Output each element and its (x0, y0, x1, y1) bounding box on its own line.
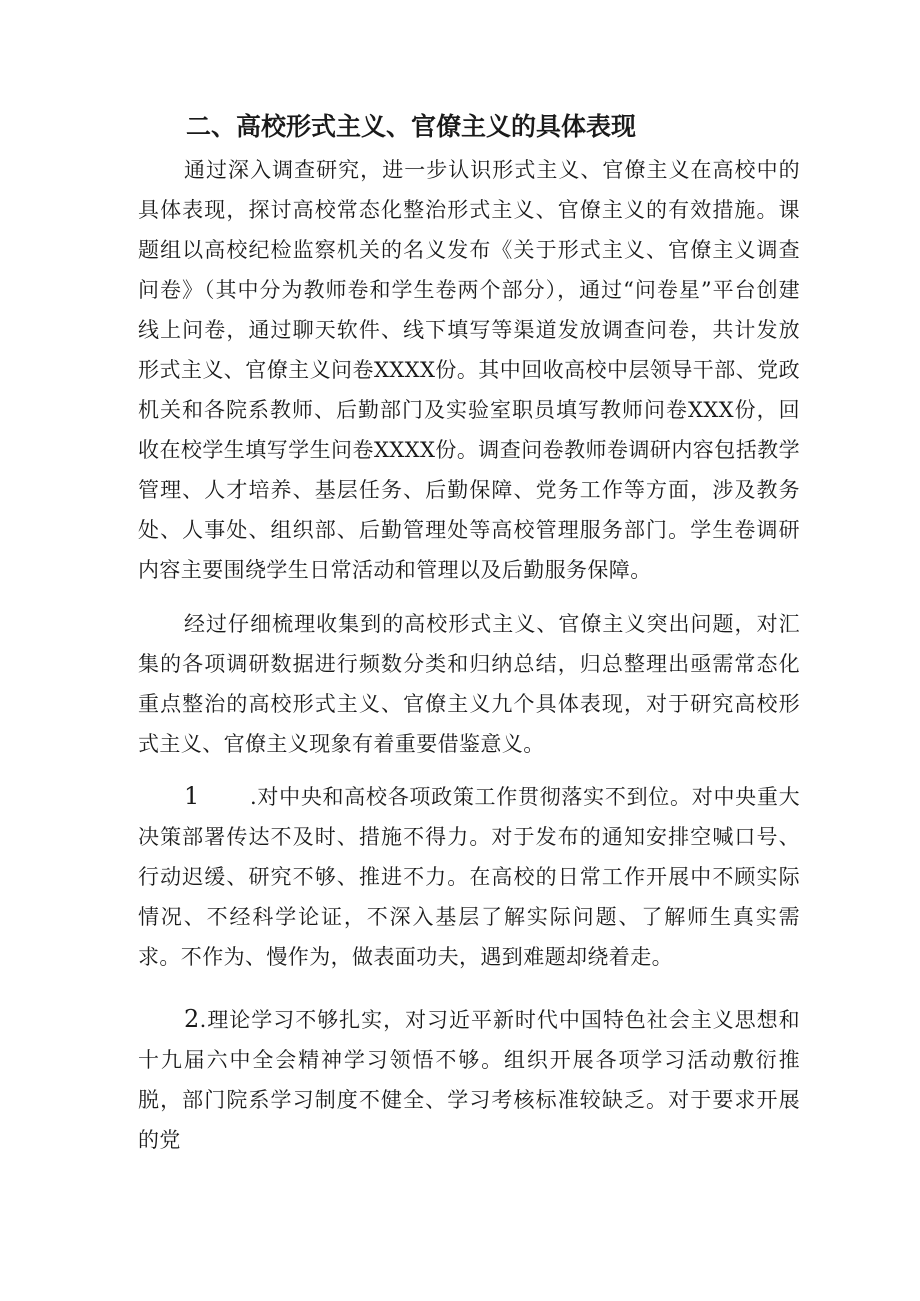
list-item-number: 2 (184, 1005, 200, 1033)
list-item-1 (138, 776, 800, 977)
paragraph-summary: 经过仔细梳理收集到的高校形式主义、官僚主义突出问题，对汇集的各项调研数据进行频数分类和归纳总结，归总整理出亟需常态化重点整治的高校形式主义、官僚主义九个具体表现，对于研究高校形式主义、官僚主义现象有着重要借鉴意义。 (138, 612, 800, 756)
list-item-text: .对中央和高校各项政策工作贯彻落实不到位。对中央重大决策部署传达不及时、措施不得力。对于发布的通知安排空喊口号、行动迟缓、研究不够、推进不力。在高校的日常工作开展中不顾实际情况、不经科学论证，不深入基层了解实际问题、了解师生真实需求。不作为、慢作为，做表面功夫，遇到难题却绕着走。 (138, 785, 800, 969)
section-heading: 二、高校形式主义、官僚主义的具体表现 (186, 112, 637, 141)
paragraph-survey-method: 通过深入调查研究，进一步认识形式主义、官僚主义在高校中的具体表现，探讨高校常态化整治形式主义、官僚主义的有效措施。课题组以高校纪检监察机关的名义发布《关于形式主义、官僚主义调查问卷》（其中分为教师卷和学生卷两个部分），通过“问卷星”平台创建线上问卷，通过聊天软件、线下填写等渠道发放调查问卷，共计发放形式主义、官僚主义问卷XXXX份。其中回收高校中层领导干部、党政机关和各院系教师、后勤部门及实验室职员填写教师问卷XXX份，回收在校学生填写学生问卷XXXX份。调查问卷教师卷调研内容包括教学管理、人才培养、基层任务、后勤保障、党务工作等方面，涉及教务处、人事处、组织部、后勤管理处等高校管理服务部门。学生卷调研内容主要围绕学生日常活动和管理以及后勤服务保障。 (138, 158, 800, 582)
list-item-2 (138, 999, 800, 1160)
list-item-text: .理论学习不够扎实，对习近平新时代中国特色社会主义思想和十九届六中全会精神学习领悟不够。组织开展各项学习活动敷衍推脱，部门院系学习制度不健全、学习考核标准较缺乏。对于要求开展的党 (138, 1008, 800, 1152)
list-item-number: 1 (184, 782, 200, 810)
